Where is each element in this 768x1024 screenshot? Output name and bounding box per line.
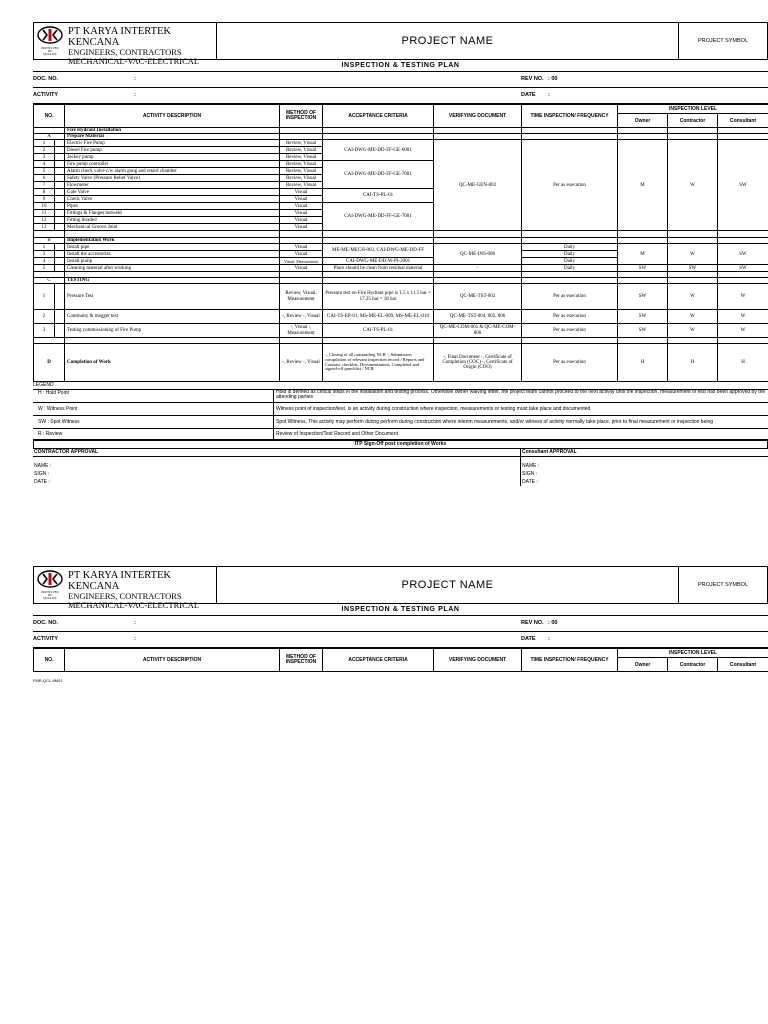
group-b-consultant: SW	[718, 244, 768, 265]
col-acceptance: ACCEPTANCE CRITERIA	[323, 105, 434, 128]
company-line-2: ENGINEERS, CONTRACTORS	[68, 591, 182, 602]
table-row: 2 Continuity & megger test -, Review -, Visual CAI-TS-EP-01, MS-ME-EL-009, MS-ME-EL-010 QC-ME-TST-004, 005, 006 Per as execution SW W W	[34, 310, 768, 324]
col-activity: ACTIVITY DESCRIPTION	[65, 105, 280, 128]
col-owner: Owner	[618, 114, 668, 128]
company-name: PT KARYA INTERTEK KENCANA	[68, 570, 172, 593]
legend-item-spot-witness: SW : Spot Witness Spot Witness, This activity may perform during perform during construction where interim measurements, and/or witness of activity normally take place, prior to final measurement or inspection being	[33, 416, 768, 429]
svg-text:QUALITY: QUALITY	[43, 52, 57, 56]
meta-row-activity: ACTIVITY : DATE :	[33, 632, 768, 648]
group-a-consultant: SW	[718, 140, 768, 231]
itp-page-2	[33, 566, 768, 672]
itp-table	[33, 104, 768, 382]
svg-text:BY: BY	[47, 593, 53, 597]
group-a-owner: M	[618, 140, 668, 231]
col-contractor: Contractor	[668, 114, 718, 128]
contractor-sign-field[interactable]: SIGN :	[34, 471, 50, 477]
rev-label: REV NO.	[521, 76, 544, 82]
plan-title: INSPECTION & TESTING PLAN	[33, 604, 768, 616]
company-line-3: MECHANICAL-VAC-ELECTRICAL	[68, 599, 200, 610]
meta-row-doc	[33, 72, 768, 88]
svg-text:PROTECTED: PROTECTED	[41, 46, 59, 50]
group-a-verifying: QC-ME-GEN-002	[434, 140, 522, 231]
table-row: 6 Safety Valve (Pressure Relief Valve) Review, Visual	[34, 175, 768, 182]
table-row: 4 Fire pump controller Review, Visual CAI-DWG-ME-DD-FF-GE-7001	[34, 161, 768, 168]
consultant-approval: Consultant APPROVAL NAME : SIGN : DATE :	[520, 449, 768, 486]
table-row: 11 Fittings & Flanges butweld Visual	[34, 210, 768, 217]
project-name: PROJECT NAME	[217, 23, 679, 59]
table-row: 5 Alarm check valve c/w alarm gong and retard chamber Review, Visual	[34, 168, 768, 175]
table-row: 12 Fitting thraded Visual	[34, 217, 768, 224]
table-row: 10 Pipes Visual CAI-DWG-ME-DD-FF-GE-7001	[34, 203, 768, 210]
company-logo-block	[34, 567, 217, 610]
company-line-3: MECHANICAL-VAC-ELECTRICAL	[68, 55, 200, 66]
plan-title: INSPECTION & TESTING PLAN	[33, 60, 768, 72]
legend-title: LEGEND	[33, 382, 768, 390]
table-row: 1 Pressure Test Review, Visual, Measurement Pressure test on Fire Hydrant pipe is 1.5 x 11.5 bar = 17.25 bar = 18 bar QC-ME-TST-002 Per as execution SW W W	[34, 284, 768, 310]
group-d-letter: D	[34, 344, 65, 382]
table-row: 3 Jockey pump Review, Visual	[34, 154, 768, 161]
group-b-letter: B	[34, 238, 65, 244]
table-row: 9 Check Valve Visual	[34, 196, 768, 203]
itp-page-1	[33, 22, 768, 486]
meta-row-activity	[33, 88, 768, 104]
company-seal-icon	[36, 570, 64, 600]
col-consultant: Consultant	[718, 114, 768, 128]
group-b-owner: M	[618, 244, 668, 265]
activity-label: ACTIVITY	[33, 92, 59, 98]
company-seal-icon	[36, 26, 64, 56]
doc-no-label: DOC. NO.	[33, 76, 59, 82]
group-a-criteria-2: CAI-DWG-ME-DD-FF-GE-7001	[323, 161, 434, 189]
doc-no-colon: :	[134, 76, 136, 82]
contractor-date-field[interactable]: DATE :	[34, 479, 50, 485]
section-title: Fire Hydrant Installation	[65, 128, 280, 134]
table-row: 1 Electric Fire Pump Review, Visual CAI-DWG-ME-DD-FF-GE-6001 QC-ME-GEN-002 Per as execution M W SW	[34, 140, 768, 147]
svg-text:QUALITY: QUALITY	[43, 596, 57, 600]
group-a-criteria-3: CAI-TS-PL-01	[323, 189, 434, 203]
company-name: PT KARYA INTERTEK KENCANA	[68, 26, 172, 49]
consultant-sign-field[interactable]: SIGN :	[522, 471, 538, 477]
date-label: DATE	[521, 92, 536, 98]
activity-colon: :	[134, 92, 136, 98]
group-a-contractor: W	[668, 140, 718, 231]
consultant-name-field[interactable]: NAME :	[522, 463, 540, 469]
table-row: 8 Gate Valve Visual CAI-TS-PL-01	[34, 189, 768, 196]
project-symbol: PROJECT SYMBOL	[697, 582, 749, 588]
signoff-title: ITP Sign-Off post completion of Works	[33, 440, 768, 448]
col-time: TIME INSPECTION/ FREQUENCY	[522, 105, 618, 128]
group-a-title: Prepare Material	[65, 134, 280, 140]
table-row: 5 Cleaning material after working Visual Place should be clean from residual material - Daily SW SW SW	[34, 265, 768, 272]
rev-value: : 00	[548, 76, 558, 82]
consultant-date-field[interactable]: DATE :	[522, 479, 538, 485]
table-row: D Completion of Work -, Review -, Visual -, Closing of all outstanding NCR -, Submission compilation of relevant inspection record / Reports and Contract checklist, Documentations, Completed and signed-off punchlist / NCR -, Final Document -, Certificate of Completion (COC) -, Certificate of Origin (COO) Per as execution H H H	[34, 344, 768, 382]
group-a-letter: A	[34, 134, 65, 140]
legend-item-review: R : Review Review of Inspection/Test Record and Other Document	[33, 429, 768, 440]
group-b-contractor: W	[668, 244, 718, 265]
company-logo-block	[34, 23, 217, 66]
meta-row-doc: DOC. NO. : REV NO. : 00	[33, 616, 768, 632]
table-row: 2 Diesel Fire pump Review, Visual	[34, 147, 768, 154]
legend-item-hold: H : Hold Point Hold is defined as critical steps in the installation and testing process. Otherwise owner waiving letter, the project team cannot proceed to the next activity until the inspection, measurement or test has been approved by the attending parties	[33, 390, 768, 403]
itp-table: NO. ACTIVITY DESCRIPTION METHOD OF INSPECTION ACCEPTANCE CRITERIA VERIFYING DOCUMENT TIME INSPECTION/ FREQUENCY INSPECTION LEVEL Owner Contractor Consultant	[33, 648, 768, 672]
svg-text:BY: BY	[47, 49, 53, 53]
group-b-title: Implementation Work	[65, 238, 280, 244]
group-a-time: Per as execution	[522, 140, 618, 231]
project-symbol: PROJECT SYMBOL	[697, 38, 749, 44]
group-a-criteria-4: CAI-DWG-ME-DD-FF-GE-7001	[323, 203, 434, 231]
signoff-block	[33, 440, 768, 486]
table-row: 7 Flowmeter Review, Visual	[34, 182, 768, 189]
table-row: 3 Install the accessories Visual Daily	[34, 251, 768, 258]
svg-text:PROTECTED: PROTECTED	[41, 590, 59, 594]
table-row: 1 Install pipe Visual ME-ME-MECH-003, CAI-DWG-ME-DD-FF QC-ME-INS-008 Daily M W SW	[34, 244, 768, 251]
date-value: :	[548, 92, 550, 98]
group-d-title: Completion of Work	[65, 344, 280, 382]
project-name: PROJECT NAME	[217, 567, 679, 603]
contractor-approval: CONTRACTOR APPROVAL NAME : SIGN : DATE :	[33, 449, 520, 486]
col-inspection-level: INSPECTION LEVEL	[618, 105, 768, 114]
group-c-title: TESTING	[65, 278, 280, 284]
table-row: 13 Mechanical Groove Joint Visual	[34, 224, 768, 231]
legend-item-witness: W : Witness Point Witness point of inspection/test, is an activity during construction where inspection, measurements or testing must take place and documented	[33, 403, 768, 416]
legend	[33, 382, 768, 440]
col-verifying: VERIFYING DOCUMENT	[434, 105, 522, 128]
col-no: NO.	[34, 105, 65, 128]
group-b-criteria-1: ME-ME-MECH-003, CAI-DWG-ME-DD-FF	[323, 244, 434, 258]
col-method: METHOD OF INSPECTION	[280, 105, 323, 128]
group-a-criteria-1: CAI-DWG-ME-DD-FF-GE-6001	[323, 140, 434, 161]
table-row: 4 Install pump Visual, Measurement CAI-DWG-ME-DD-W-PI-2001 Daily	[34, 258, 768, 265]
group-c-letter: C	[34, 278, 65, 284]
table-row: 3 Testing commissioning of Fire Pump -, Visual -, Measurement CAI-TS-PL-01 QC-ME-COM-005 & QC-ME-COM-006 Per as execution SW W W	[34, 324, 768, 338]
form-code: FMR-QCL-IIM01	[33, 678, 63, 683]
group-b-verifying: QC-ME-INS-008	[434, 244, 522, 265]
company-line-2: ENGINEERS, CONTRACTORS	[68, 47, 182, 58]
contractor-name-field[interactable]: NAME :	[34, 463, 52, 469]
